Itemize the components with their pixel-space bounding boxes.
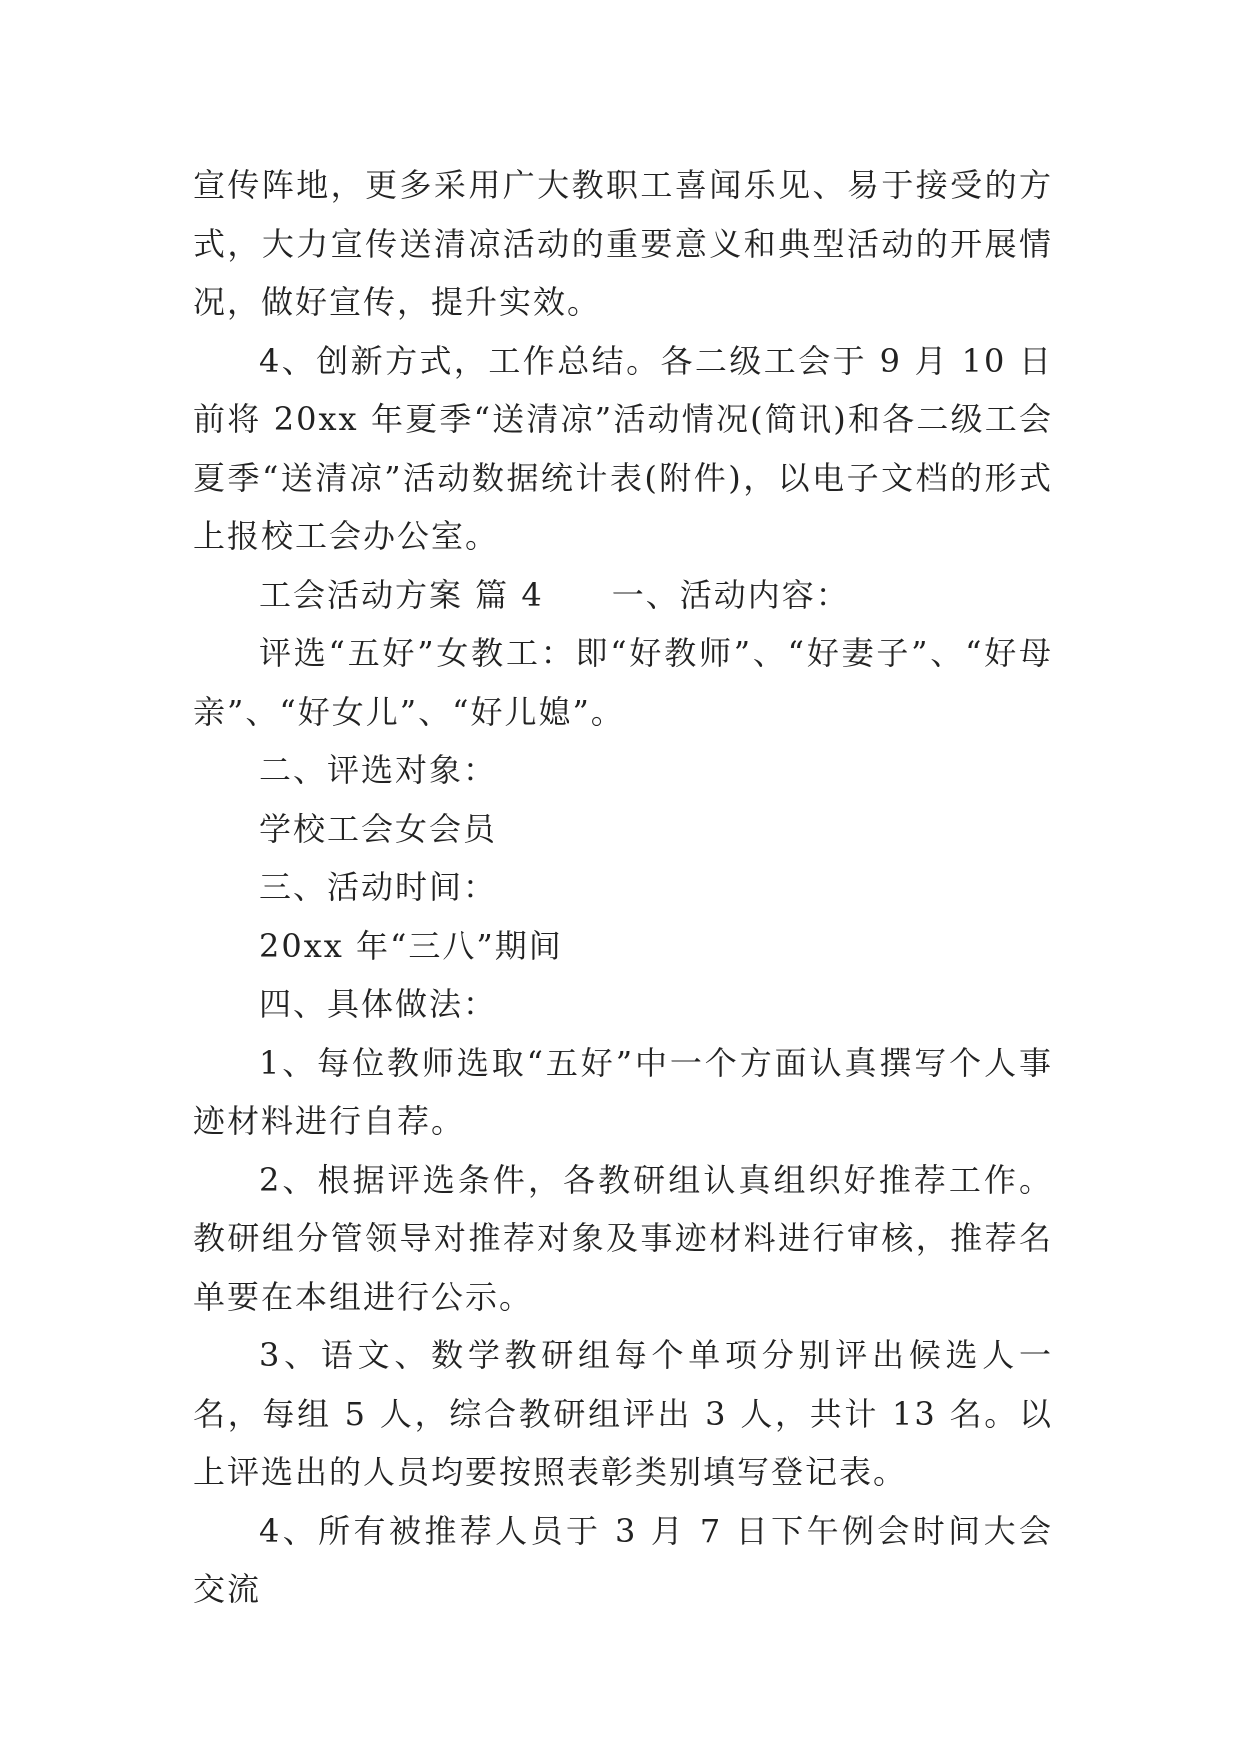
paragraph: 1、每位教师选取“五好”中一个方面认真撰写个人事迹材料进行自荐。 bbox=[193, 1043, 1053, 1140]
paragraph: 20xx 年“三八”期间 bbox=[259, 926, 563, 965]
paragraph: 评选“五好”女教工：即“好教师”、“好妻子”、“好母亲”、“好女儿”、“好儿媳”。 bbox=[193, 634, 1053, 731]
paragraph: 2、根据评选条件，各教研组认真组织好推荐工作。教研组分管领导对推荐对象及事迹材料进行审核，推荐名单要在本组进行公示。 bbox=[193, 1160, 1053, 1316]
section-heading: 二、评选对象： bbox=[259, 751, 498, 789]
paragraph: 3、语文、数学教研组每个单项分别评出候选人一名，每组 5 人，综合教研组评出 3 人，共计 13 名。以上评选出的人员均要按照表彰类别填写登记表。 bbox=[193, 1336, 1053, 1491]
document-body bbox=[193, 156, 1053, 1619]
paragraph: 学校工会女会员 bbox=[259, 809, 498, 848]
paragraph: 4、创新方式，工作总结。各二级工会于 9 月 10 日前将 20xx 年夏季“送清凉”活动情况(简讯)和各二级工会夏季“送清凉”活动数据统计表(附件)，以电子文档的形式上报校工会办公室。 bbox=[193, 341, 1053, 555]
paragraph: 宣传阵地，更多采用广大教职工喜闻乐见、易于接受的方式，大力宣传送清凉活动的重要意义和典型活动的开展情况，做好宣传，提升实效。 bbox=[193, 166, 1053, 321]
section-heading: 工会活动方案 篇 4 一、活动内容： bbox=[259, 575, 850, 614]
section-heading: 四、具体做法： bbox=[259, 985, 498, 1023]
section-heading: 三、活动时间： bbox=[259, 868, 498, 906]
paragraph: 4、所有被推荐人员于 3 月 7 日下午例会时间大会交流 bbox=[193, 1511, 1053, 1608]
